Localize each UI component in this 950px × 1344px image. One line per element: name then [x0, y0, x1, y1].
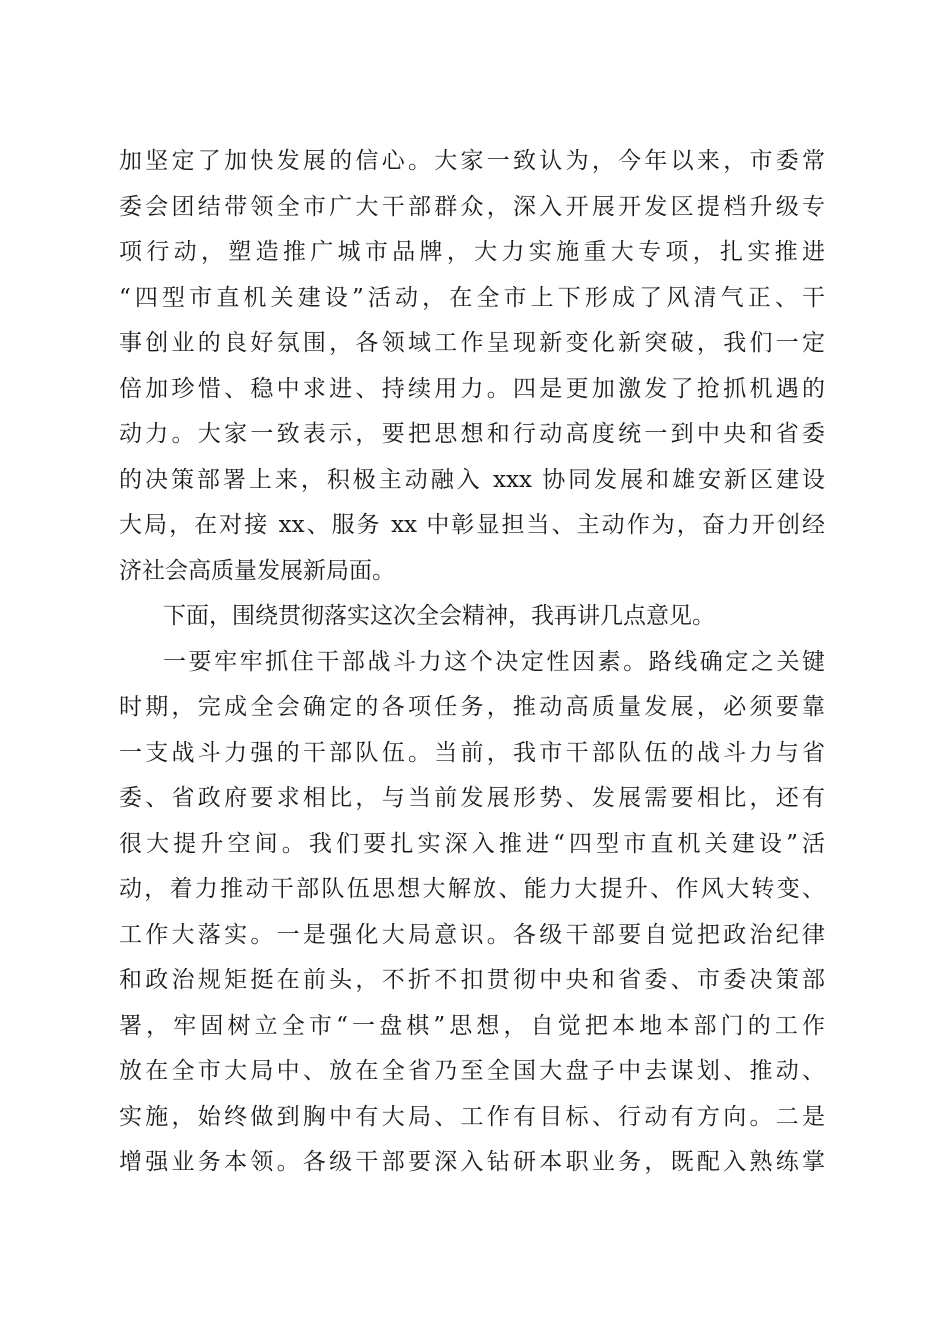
text-line: “四型市直机关建设”活动，在全市上下形成了风清气正、干: [119, 284, 825, 311]
text-line: 一要牢牢抓住干部战斗力这个决定性因素。路线确定之关键: [163, 648, 825, 675]
text-line: 一支战斗力强的干部队伍。当前，我市干部队伍的战斗力与省: [119, 739, 825, 766]
text-line: 很大提升空间。我们要扎实深入推进“四型市直机关建设”活: [119, 830, 825, 857]
text-line: 加坚定了加快发展的信心。大家一致认为，今年以来，市委常: [119, 148, 825, 174]
text-line: 倍加珍惜、稳中求进、持续用力。四是更加激发了抢抓机遇的: [119, 375, 825, 402]
text-line: 动力。大家一致表示，要把思想和行动高度统一到中央和省委: [119, 421, 825, 447]
text-line: 放在全市大局中、放在全省乃至全国大盘子中去谋划、推动、: [119, 1058, 825, 1084]
text-line: 实施，始终做到胸中有大局、工作有目标、行动有方向。二是: [119, 1103, 825, 1130]
text-line: 增强业务本领。各级干部要深入钻研本职业务，既配入熟练掌: [119, 1149, 825, 1175]
text-line: 项行动，塑造推广城市品牌，大力实施重大专项，扎实推进: [119, 239, 825, 265]
text-line: 下面，围绕贯彻落实这次全会精神，我再讲几点意见。: [163, 603, 715, 629]
text-line: 工作大落实。一是强化大局意识。各级干部要自觉把政治纪律: [119, 921, 825, 948]
text-line: 事创业的良好氛围，各领域工作呈现新变化新突破，我们一定: [119, 330, 825, 356]
text-line: 时期，完成全会确定的各项任务，推动高质量发展，必须要靠: [119, 694, 825, 720]
text-line: 大局，在对接 xx、服务 xx 中彰显担当、主动作为，奋力开创经: [119, 512, 825, 538]
text-line: 的决策部署上来，积极主动融入 xxx 协同发展和雄安新区建设: [119, 466, 825, 493]
text-line: 济社会高质量发展新局面。: [119, 557, 395, 584]
text-line: 委会团结带领全市广大干部群众，深入开展开发区提档升级专: [119, 193, 825, 220]
text-line: 署，牢固树立全市“一盘棋”思想，自觉把本地本部门的工作: [119, 1012, 825, 1039]
body-text: [119, 139, 825, 1186]
text-line: 动，着力推动干部队伍思想大解放、能力大提升、作风大转变、: [119, 876, 825, 902]
text-line: 委、省政府要求相比，与当前发展形势、发展需要相比，还有: [119, 785, 825, 811]
text-line: 和政治规矩挺在前头，不折不扣贯彻中央和省委、市委决策部: [119, 967, 825, 993]
